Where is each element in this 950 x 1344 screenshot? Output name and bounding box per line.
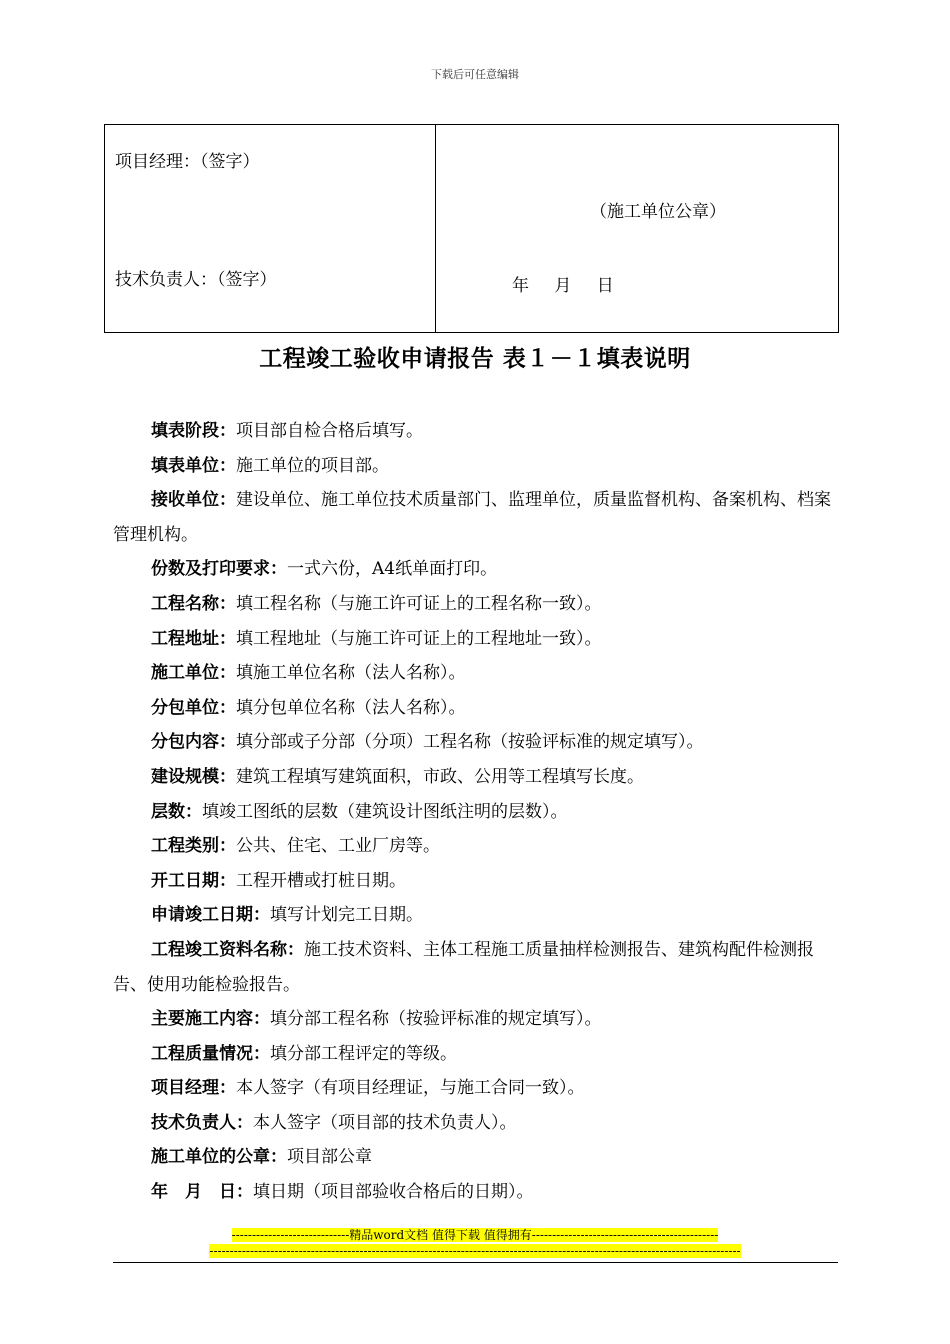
page-title: 工程竣工验收申请报告 表１－１填表说明 [259, 345, 691, 372]
instruction-text: 施工单位的项目部。 [236, 455, 389, 476]
footer-banner-text: -----------------------------精品word文档 值得下载 值得拥有---------------------------------------------- [231, 1228, 719, 1242]
instruction-label: 年 月 日： [151, 1182, 253, 1203]
table-divider [435, 125, 436, 332]
signature-table [104, 124, 839, 333]
instruction-item [113, 691, 839, 726]
instruction-text: 填分部工程名称（按验评标准的规定填写）。 [270, 1009, 602, 1030]
instruction-item [113, 1140, 839, 1175]
instruction-text: 填工程地址（与施工许可证上的工程地址一致）。 [236, 628, 602, 649]
instruction-item [113, 587, 839, 622]
instruction-text: 工程开槽或打桩日期。 [236, 870, 406, 891]
instruction-item [113, 795, 839, 830]
footer-rule [113, 1262, 838, 1263]
instruction-item [113, 1037, 839, 1072]
project-manager-signature: 项目经理：（签字） [115, 152, 260, 172]
instruction-item [113, 829, 839, 864]
instruction-label: 主要施工内容： [151, 1009, 270, 1030]
instruction-text: 本人签字（项目部的技术负责人）。 [253, 1112, 517, 1133]
instruction-text: 填分部或子分部（分项）工程名称（按验评标准的规定填写）。 [236, 732, 704, 753]
instruction-label: 工程竣工资料名称： [151, 939, 304, 960]
instruction-item [113, 898, 839, 933]
instruction-label: 份数及打印要求： [151, 559, 287, 580]
instruction-item [113, 414, 839, 449]
date-label: 年 月 日 [512, 276, 614, 296]
instruction-text: 填日期（项目部验收合格后的日期）。 [253, 1182, 534, 1203]
instruction-text: 填施工单位名称（法人名称）。 [236, 663, 466, 684]
instruction-item [113, 483, 839, 552]
instruction-text: 填竣工图纸的层数（建筑设计图纸注明的层数）。 [202, 801, 568, 822]
instruction-item [113, 622, 839, 657]
instruction-text: 填写计划完工日期。 [270, 905, 423, 926]
instruction-item [113, 760, 839, 795]
instruction-text: 本人签字（有项目经理证，与施工合同一致）。 [236, 1078, 585, 1099]
instruction-label: 项目经理： [151, 1078, 236, 1099]
footer-banner-line-2 [0, 1244, 950, 1259]
instruction-item [113, 552, 839, 587]
instruction-label: 接收单位： [151, 490, 236, 511]
instruction-item [113, 1175, 839, 1210]
instruction-label: 分包单位： [151, 697, 236, 718]
footer-banner-line-1 [0, 1228, 950, 1243]
instruction-label: 申请竣工日期： [151, 905, 270, 926]
company-seal-label: （施工单位公章） [590, 202, 726, 222]
instruction-label: 分包内容： [151, 732, 236, 753]
instruction-text: 公共、住宅、工业厂房等。 [236, 836, 440, 857]
instruction-label: 施工单位： [151, 663, 236, 684]
instruction-text: 一式六份，A4纸单面打印。 [287, 559, 498, 580]
instruction-item [113, 1002, 839, 1037]
instruction-text: 建设单位、施工单位技术质量部门、监理单位，质量监督机构、备案机构、档案管理机构。 [113, 490, 831, 545]
header-note: 下载后可任意编辑 [431, 68, 519, 81]
instruction-label: 工程名称： [151, 593, 236, 614]
instruction-label: 填表阶段： [151, 421, 236, 441]
instruction-item [113, 725, 839, 760]
instruction-text: 填分包单位名称（法人名称）。 [236, 697, 466, 718]
instruction-text: 填分部工程评定的等级。 [270, 1043, 457, 1064]
instruction-item [113, 1106, 839, 1141]
instruction-text: 施工技术资料、主体工程施工质量抽样检测报告、建筑构配件检测报告、使用功能检验报告。 [113, 939, 814, 995]
instruction-text: 项目部自检合格后填写。 [236, 421, 423, 441]
instruction-item [113, 656, 839, 691]
instruction-label: 填表单位： [151, 455, 236, 476]
instruction-label: 层数： [151, 801, 202, 822]
instruction-label: 工程地址： [151, 628, 236, 649]
footer-banner-dashes: ----------------------------------------------------------------------------------------------------------------------------------- [209, 1244, 741, 1258]
instruction-label: 工程类别： [151, 836, 236, 857]
instruction-text: 项目部公章 [287, 1147, 372, 1168]
tech-lead-signature: 技术负责人：（签字） [115, 270, 277, 290]
instruction-label: 建设规模： [151, 766, 236, 787]
instruction-item [113, 864, 839, 899]
instruction-item [113, 1071, 839, 1106]
instruction-text: 建筑工程填写建筑面积，市政、公用等工程填写长度。 [236, 766, 644, 787]
instruction-label: 工程质量情况： [151, 1043, 270, 1064]
instruction-text: 填工程名称（与施工许可证上的工程名称一致）。 [236, 593, 602, 614]
instruction-item [113, 933, 839, 1002]
instructions-body [113, 414, 839, 1210]
instruction-label: 技术负责人： [151, 1112, 253, 1133]
instruction-label: 施工单位的公章： [151, 1147, 287, 1168]
instruction-item [113, 449, 839, 484]
instruction-label: 开工日期： [151, 870, 236, 891]
